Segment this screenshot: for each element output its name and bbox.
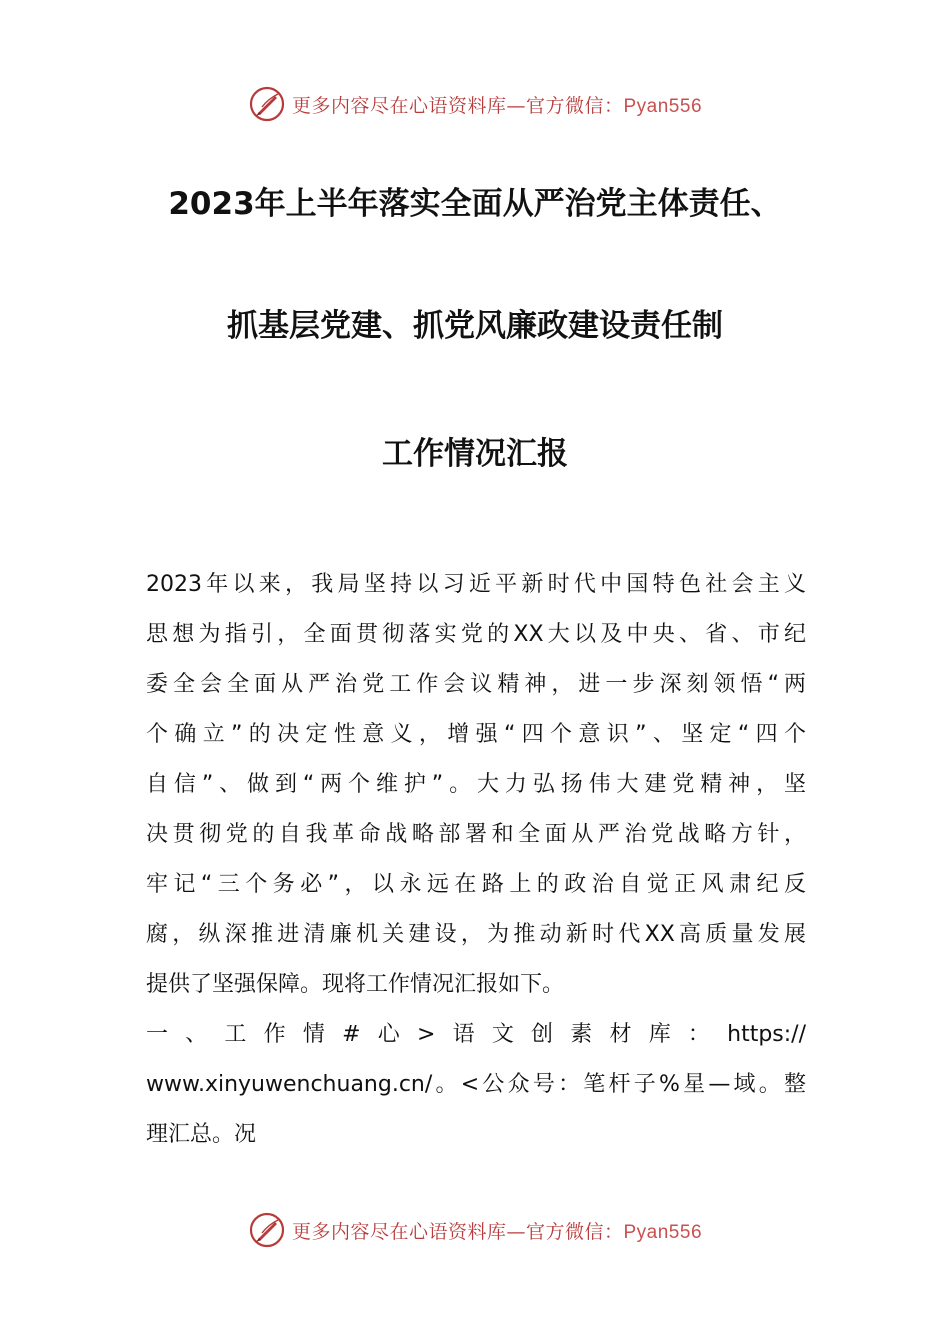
wechat-code: Pyan556 [623,95,703,117]
body-line: 个确立”的决定性意义，增强“四个意识”、坚定“四个 [146,722,806,747]
promo-text: 更多内容尽在心语资料库—官方微信：Pyan556 [291,94,703,117]
body-line: 思想为指引，全面贯彻落实党的XX大以及中央、省、市纪 [146,622,806,647]
body-line: 决贯彻党的自我革命战略部署和全面从严治党战略方针， [146,822,806,847]
body-line: 牢记“三个务必”，以永远在路上的政治自觉正风肃纪反 [146,872,806,897]
footer-banner [0,1208,950,1252]
page-title-line-1: 2023年上半年落实全面从严治党主体责任、 [168,186,782,222]
body-line: 理汇总。况 [146,1122,257,1147]
body-line: www.xinyuwenchuang.cn/。<公众号：笔杆子%星—域。整 [146,1072,806,1097]
header-banner [0,82,950,126]
body-line: 委全会全面从严治党工作会议精神，进一步深刻领悟“两 [146,672,806,697]
quill-pen-logo-icon [248,85,286,123]
body-line: 腐，纵深推进清廉机关建设，为推动新时代XX高质量发展 [146,922,806,947]
body-line: 2023年以来，我局坚持以习近平新时代中国特色社会主义 [146,572,806,597]
quill-pen-logo-icon [248,1211,286,1249]
body-paragraph [146,560,806,1160]
body-line: 自信”、做到“两个维护”。大力弘扬伟大建党精神，坚 [146,772,806,797]
wechat-code: Pyan556 [623,1221,703,1243]
page-title-line-2: 抓基层党建、抓党风廉政建设责任制 [227,308,723,344]
promo-text: 更多内容尽在心语资料库—官方微信：Pyan556 [291,1220,703,1243]
section-heading-line: 一、工作情#心>语文创素材库：https:// [146,1022,806,1047]
body-line: 提供了坚强保障。现将工作情况汇报如下。 [146,972,565,997]
page-title-line-3: 工作情况汇报 [382,436,568,472]
